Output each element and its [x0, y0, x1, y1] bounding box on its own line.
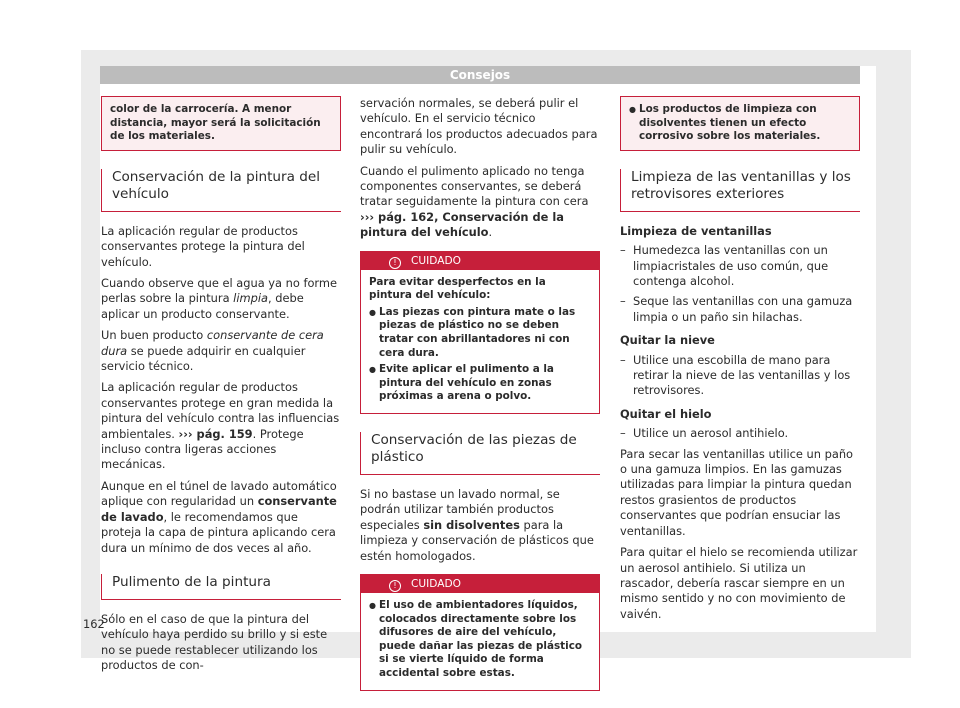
caution-box	[360, 251, 600, 414]
subheading: Limpieza de ventanillas	[620, 223, 772, 238]
column-3	[620, 96, 860, 628]
caution-header: ! CUIDADO	[361, 252, 599, 270]
caution-header: ! CUIDADO	[361, 575, 599, 593]
caution-box	[360, 574, 600, 691]
page-reference-link[interactable]: ››› pág. 162, Conservación de la pintura del vehículo	[360, 209, 564, 240]
caution-bullet: ● Las piezas con pintura mate o las piezas de plástico no se deben tratar con abrillantadores ni con cera dura.	[369, 306, 591, 360]
paragraph: Cuando el pulimento aplicado no tenga componentes conservantes, se deberá tratar seguidamente la pintura con cera ››› pág. 162, Conservación de la pintura del vehículo.	[360, 163, 589, 240]
page-number: 162	[83, 617, 105, 631]
chapter-header: Consejos	[100, 66, 860, 84]
page-reference-link[interactable]: ››› pág. 159	[178, 426, 253, 441]
caution-body	[361, 270, 599, 413]
paragraph: Para quitar el hielo se recomienda utilizar un aerosol antihielo. Si utiliza un rascador, debería rascar siempre en un mismo sentido y no con movimiento de vaivén.	[620, 545, 858, 621]
dash-item: – Seque las ventanillas con una gamuza limpia o un paño sin hilachas.	[620, 294, 860, 325]
paragraph: Aunque en el túnel de lavado automático aplique con regularidad un conservante de lavado, le recomendamos que proteja la capa de pintura aplicando cera dura un mínimo de dos veces al año.	[101, 478, 337, 555]
column-1	[101, 96, 341, 680]
paragraph: Un buen producto conservante de cera dura se puede adquirir en cualquier servicio técnico.	[101, 328, 324, 374]
column-2	[360, 96, 600, 701]
dash-item: – Humedezca las ventanillas con un limpiacristales de uso común, que contenga alcohol.	[620, 243, 860, 289]
caution-body	[361, 593, 599, 690]
paragraph: servación normales, se deberá pulir el vehículo. En el servicio técnico encontrará los productos adecuados para pulir su vehículo.	[360, 96, 598, 157]
subheading: Quitar la nieve	[620, 333, 715, 348]
caution-intro: Para evitar desperfectos en la pintura del vehículo:	[369, 275, 546, 302]
paragraph: Cuando observe que el agua ya no forme perlas sobre la pintura limpia, debe aplicar un producto conservante.	[101, 276, 338, 321]
paragraph: La aplicación regular de productos conservantes protege en gran medida la pintura del vehículo contra las influencias ambientales. ››› pág. 159. Protege incluso contra ligeras acciones mecánicas.	[101, 380, 340, 472]
section-title-polishing: Pulimento de la pintura	[101, 574, 341, 600]
section-title-windows-mirrors: Limpieza de las ventanillas y los retrovisores exteriores	[620, 169, 860, 212]
section-title-plastic-care: Conservación de las piezas de plástico	[360, 432, 600, 475]
warning-icon: !	[389, 257, 401, 269]
paragraph: Si no bastase un lavado normal, se podrán utilizar también productos especiales sin disolventes para la limpieza y conservación de plásticos que estén homologados.	[360, 487, 594, 563]
dash-item: – Utilice una escobilla de mano para retirar la nieve de las ventanillas y los retrovisores.	[620, 353, 860, 399]
subheading: Quitar el hielo	[620, 406, 712, 421]
notebox: ● Los productos de limpieza con disolventes tienen un efecto corrosivo sobre los materiales.	[620, 96, 860, 151]
notebox-continued: color de la carrocería. A menor distancia, mayor será la solicitación de los materiales.	[101, 96, 341, 151]
caution-bullet: ● Evite aplicar el pulimento a la pintura del vehículo en zonas próximas a arena o polvo.	[369, 363, 591, 404]
paragraph: La aplicación regular de productos conservantes protege la pintura del vehículo.	[101, 223, 305, 269]
warning-icon: !	[389, 580, 401, 592]
dash-item: – Utilice un aerosol antihielo.	[620, 426, 860, 441]
caution-bullet: ● El uso de ambientadores líquidos, colocados directamente sobre los difusores de aire del vehículo, puede dañar las piezas de plástico si se vierte líquido de forma accidental sobre estas.	[369, 599, 591, 681]
section-title-paint-care: Conservación de la pintura del vehículo	[101, 169, 341, 212]
paragraph: Para secar las ventanillas utilice un paño o una gamuza limpios. En las gamuzas utilizadas para limpiar la pintura quedan restos grasientos de productos conservantes que podrían ensuciar las ventanillas.	[620, 446, 854, 538]
paragraph: Sólo en el caso de que la pintura del vehículo haya perdido su brillo y si este no se puede restablecer utilizando los productos de con-	[101, 611, 328, 673]
